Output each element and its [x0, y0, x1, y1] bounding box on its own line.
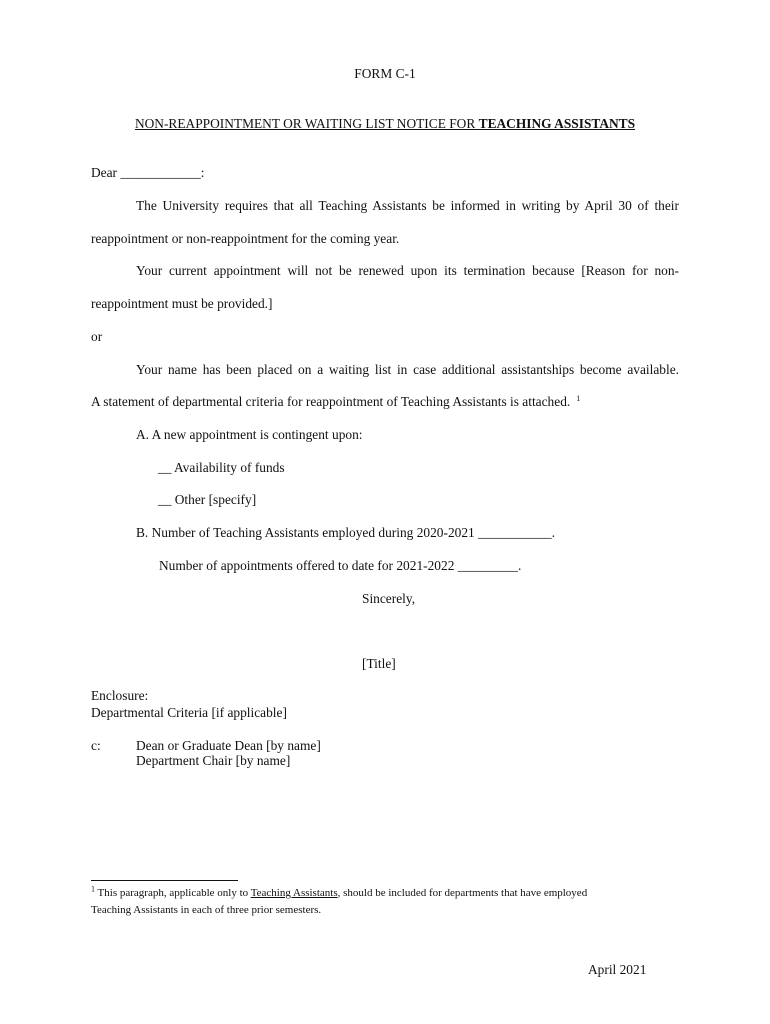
- para3-line2: [91, 394, 580, 410]
- notice-heading: [0, 116, 770, 132]
- footnote-post: , should be included for departments that have employed: [337, 887, 588, 899]
- cc-line1: Dean or Graduate Dean [by name]: [136, 738, 321, 753]
- footnote-pre: This paragraph, applicable only to: [95, 887, 251, 899]
- para3-line1: Your name has been placed on a waiting list in case additional assistantships become available.: [136, 362, 679, 377]
- footnote-mark: 1: [91, 884, 95, 894]
- item-a-option-other: __ Other [specify]: [158, 492, 257, 507]
- footnote-reference: 1: [576, 393, 581, 403]
- para1-line1: The University requires that all Teaching Assistants be informed in writing by April 30 of their: [136, 198, 679, 213]
- footnote-line1: [91, 885, 587, 901]
- footnote-line2: Teaching Assistants in each of three prior semesters.: [91, 904, 322, 916]
- item-a-option-funds: __ Availability of funds: [158, 460, 285, 475]
- title-placeholder: [Title]: [362, 656, 396, 671]
- heading-prefix: NON-REAPPOINTMENT OR WAITING LIST NOTICE FOR: [134, 116, 479, 131]
- cc-label: c:: [91, 738, 101, 753]
- cc-line2: Department Chair [by name]: [136, 753, 291, 768]
- enclosure-item: Departmental Criteria [if applicable]: [91, 705, 287, 720]
- enclosure-label: Enclosure:: [91, 688, 149, 703]
- salutation: Dear ____________:: [91, 165, 205, 180]
- document-date: April 2021: [588, 962, 647, 977]
- heading-bold: TEACHING ASSISTANTS: [478, 116, 636, 131]
- footnote-divider: [91, 880, 238, 881]
- item-a-label: A. A new appointment is contingent upon:: [136, 427, 363, 442]
- closing: Sincerely,: [362, 591, 416, 606]
- item-b-label: B. Number of Teaching Assistants employed during 2020-2021 ___________.: [136, 525, 556, 540]
- para2-line2: reappointment must be provided.]: [91, 296, 273, 311]
- footnote-underlined: Teaching Assistants: [250, 887, 338, 899]
- para2-line1: Your current appointment will not be renewed upon its termination because [Reason for non-: [136, 263, 679, 278]
- para3-line2-text: A statement of departmental criteria for reappointment of Teaching Assistants is attached.: [91, 394, 571, 409]
- or-text: or: [91, 329, 103, 344]
- form-label: FORM C-1: [354, 66, 416, 81]
- item-b-line2: Number of appointments offered to date for 2021-2022 _________.: [159, 558, 522, 573]
- para1-line2: reappointment or non-reappointment for the coming year.: [91, 231, 400, 246]
